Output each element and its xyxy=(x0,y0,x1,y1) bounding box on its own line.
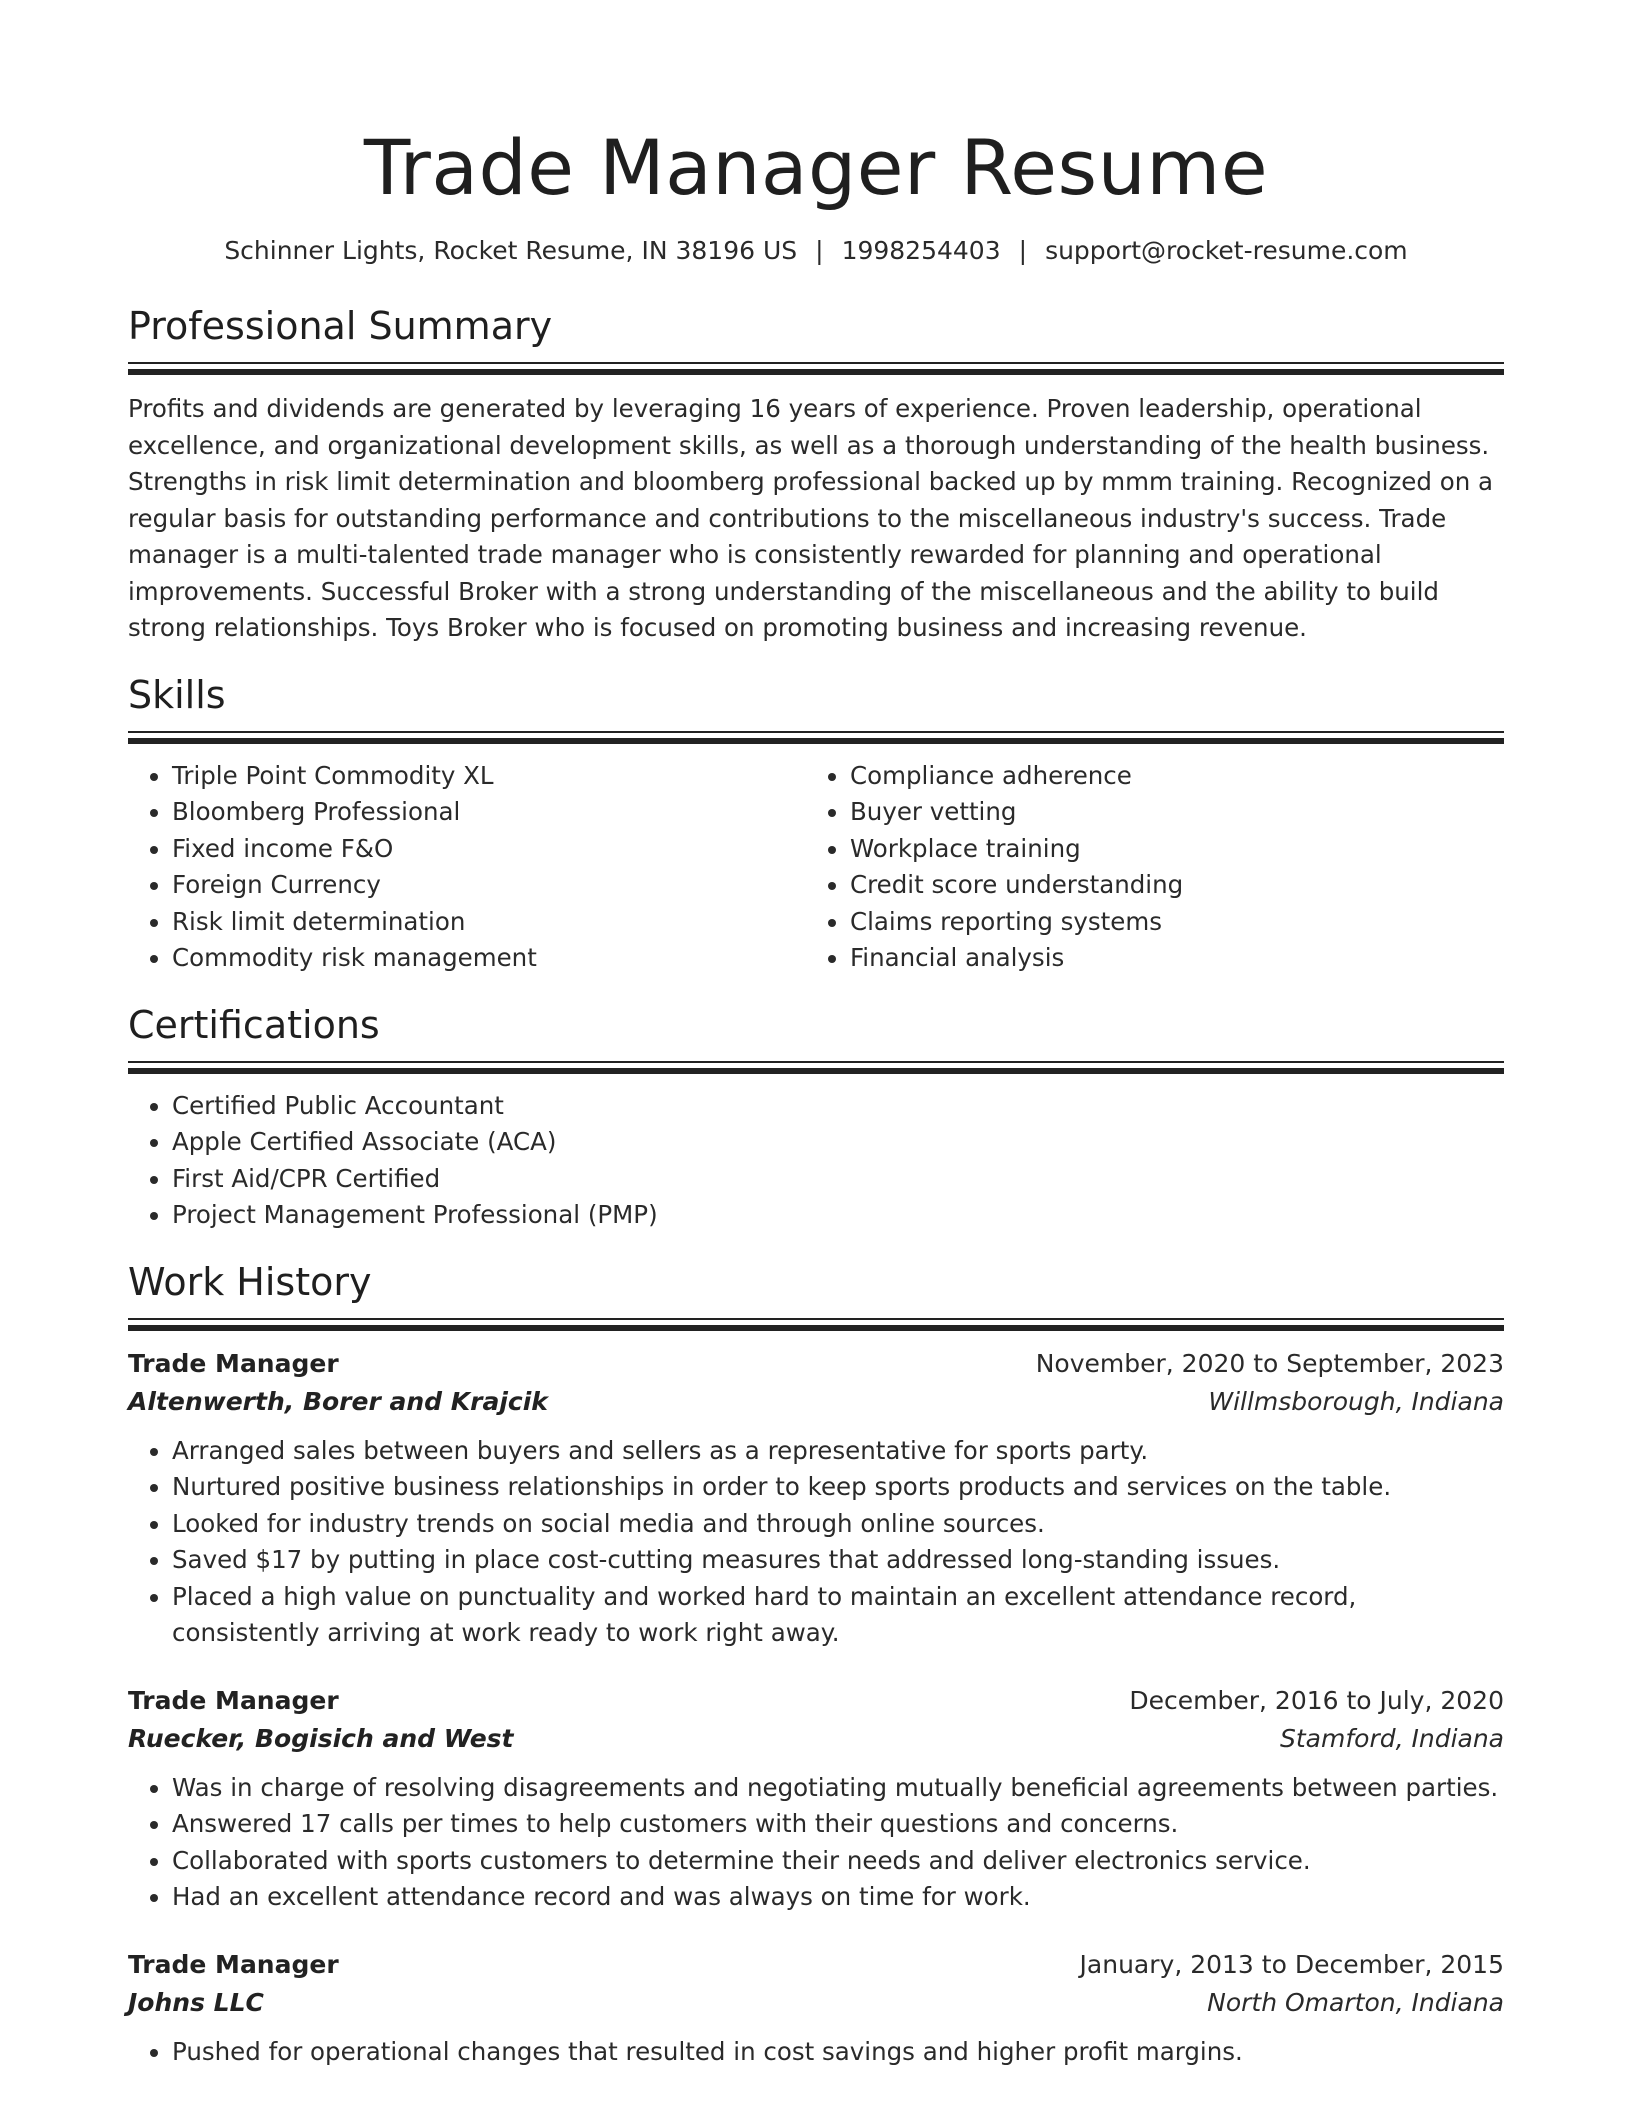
skills-heading: Skills xyxy=(128,672,226,717)
summary-text: Profits and dividends are generated by leveraging 16 years of experience. Proven leadership, operational excellence, and organizational development skills, as well as a thorough understanding of the health business. Strengths in risk limit determination and bloomberg professional backed up by mmm training. Recognized on a regular basis for outstanding performance and contributions to the miscellaneous industry's success. Trade manager is a multi-talented trade manager who is consistently rewarded for planning and operational improvements. Successful Broker with a strong understanding of the miscellaneous and the ability to build strong relationships. Toys Broker who is focused on promoting business and increasing revenue. xyxy=(128,394,1494,642)
job-subheader xyxy=(128,1984,1504,2022)
work-history-section xyxy=(128,1258,1504,2071)
skill-item: • Financial analysis xyxy=(850,940,1484,977)
job-bullet: • Collaborated with sports customers to determine their needs and deliver electronics service. xyxy=(172,1843,1504,1880)
certification-item: • Certified Public Accountant xyxy=(172,1088,1504,1125)
job-bullet: • Nurtured positive business relationships in order to keep sports products and services on the table. xyxy=(172,1469,1504,1506)
job-dates: December, 2016 to July, 2020 xyxy=(1129,1685,1504,1715)
job-bullet: • Looked for industry trends on social media and through online sources. xyxy=(172,1506,1504,1543)
certifications-list xyxy=(128,1088,1504,1234)
job-dates: November, 2020 to September, 2023 xyxy=(1035,1348,1504,1378)
job-bullet: • Was in charge of resolving disagreements and negotiating mutually beneficial agreements between parties. xyxy=(172,1770,1504,1807)
job-entry xyxy=(128,1682,1504,1916)
skill-item: • Buyer vetting xyxy=(850,794,1484,831)
job-entry xyxy=(128,1946,1504,2071)
section-divider xyxy=(128,731,1504,744)
summary-heading: Professional Summary xyxy=(128,304,553,348)
resume-page xyxy=(128,0,1504,2070)
skills-list-left xyxy=(128,758,806,977)
section-divider xyxy=(128,1318,1504,1331)
skill-item: • Commodity risk management xyxy=(172,940,806,977)
job-bullets xyxy=(128,1770,1504,1916)
job-subheader xyxy=(128,1720,1504,1758)
skill-item: • Claims reporting systems xyxy=(850,904,1484,941)
contact-separator: | xyxy=(815,236,824,265)
certification-item: • First Aid/CPR Certified xyxy=(172,1161,1504,1198)
job-bullet: • Pushed for operational changes that resulted in cost savings and higher profit margins. xyxy=(172,2034,1504,2071)
certification-item: • Project Management Professional (PMP) xyxy=(172,1197,1504,1234)
skill-item: • Credit score understanding xyxy=(850,867,1484,904)
job-title: Trade Manager xyxy=(128,1348,339,1378)
skill-item: • Compliance adherence xyxy=(850,758,1484,795)
contact-phone: 1998254403 xyxy=(841,236,1001,265)
summary-section xyxy=(128,302,1504,647)
skill-item: • Risk limit determination xyxy=(172,904,806,941)
job-company: Ruecker, Bogisich and West xyxy=(128,1723,514,1753)
contact-email: support@rocket-resume.com xyxy=(1045,236,1408,265)
job-bullet: • Saved $17 by putting in place cost-cutting measures that addressed long-standing issues. xyxy=(172,1542,1504,1579)
job-location: North Omarton, Indiana xyxy=(1207,1987,1504,2017)
contact-separator: | xyxy=(1018,236,1028,265)
skills-section xyxy=(128,671,1504,977)
certifications-heading: Certifications xyxy=(128,1002,380,1047)
job-title: Trade Manager xyxy=(128,1949,339,1979)
job-company: Johns LLC xyxy=(128,1987,264,2017)
job-bullets xyxy=(128,2034,1504,2071)
job-bullet: • Had an excellent attendance record and was always on time for work. xyxy=(172,1879,1504,1916)
section-divider xyxy=(128,1061,1504,1074)
job-location: Willmsborough, Indiana xyxy=(1208,1386,1504,1416)
skill-item: • Workplace training xyxy=(850,831,1484,868)
certifications-section xyxy=(128,1001,1504,1234)
job-header xyxy=(128,1682,1504,1720)
job-bullets xyxy=(128,1433,1504,1652)
job-dates: January, 2013 to December, 2015 xyxy=(1079,1949,1504,1979)
job-bullet: • Arranged sales between buyers and sellers as a representative for sports party. xyxy=(172,1433,1504,1470)
skill-item: • Bloomberg Professional xyxy=(172,794,806,831)
contact-address: Schinner Lights, Rocket Resume, IN 38196 US xyxy=(224,236,798,265)
job-header xyxy=(128,1946,1504,1984)
certification-item: • Apple Certified Associate (ACA) xyxy=(172,1124,1504,1161)
job-subheader xyxy=(128,1383,1504,1421)
page-title: Trade Manager Resume xyxy=(363,123,1269,212)
job-entry xyxy=(128,1345,1504,1652)
skills-grid xyxy=(128,758,1504,977)
skill-item: • Foreign Currency xyxy=(172,867,806,904)
job-bullet: • Answered 17 calls per times to help customers with their questions and concerns. xyxy=(172,1806,1504,1843)
job-header xyxy=(128,1345,1504,1383)
job-company: Altenwerth, Borer and Krajcik xyxy=(128,1386,548,1416)
section-divider xyxy=(128,362,1504,375)
job-title: Trade Manager xyxy=(128,1685,339,1715)
job-bullet: • Placed a high value on punctuality and worked hard to maintain an excellent attendance record, consistently arriving at work ready to work right away. xyxy=(172,1579,1504,1652)
job-location: Stamford, Indiana xyxy=(1280,1723,1504,1753)
skill-item: • Triple Point Commodity XL xyxy=(172,758,806,795)
skills-list-right xyxy=(806,758,1484,977)
contact-line xyxy=(128,234,1504,268)
skill-item: • Fixed income F&O xyxy=(172,831,806,868)
work-history-heading: Work History xyxy=(128,1259,372,1304)
